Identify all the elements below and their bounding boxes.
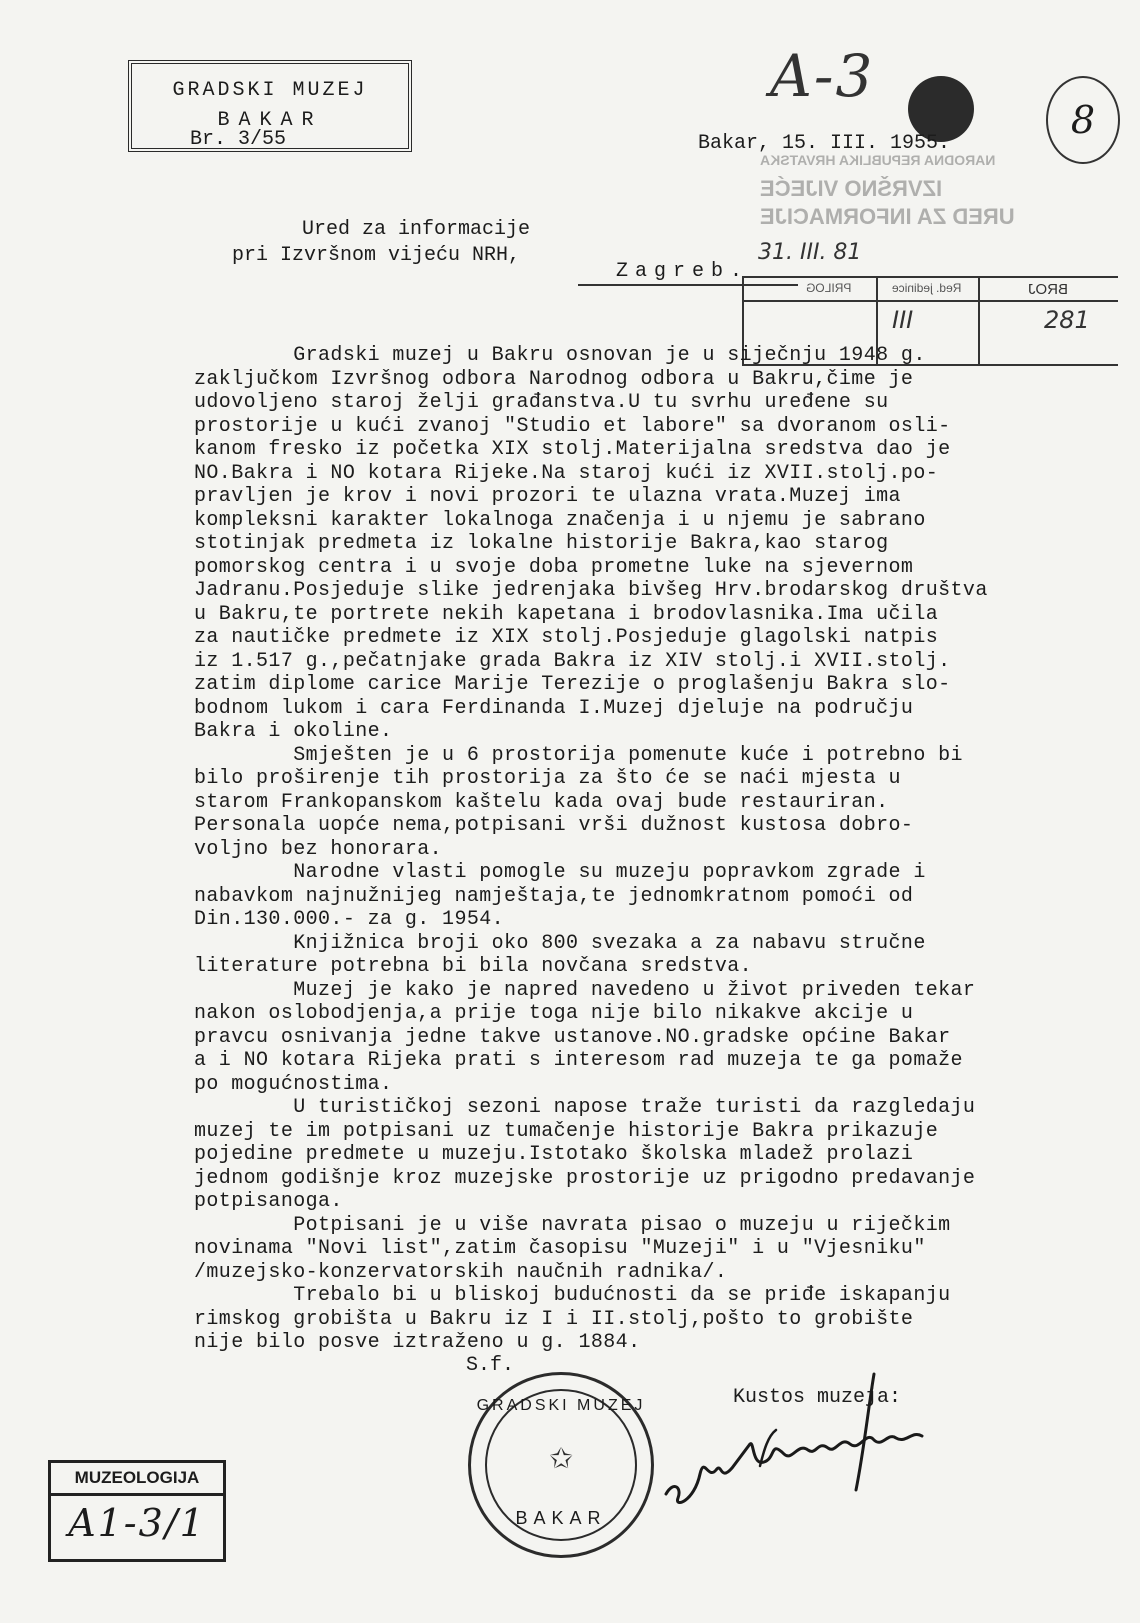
circled-page-number: 8 [1046, 76, 1120, 164]
body-line: a i NO kotara Rijeka prati s interesom rad muzeja te ga pomaže [194, 1049, 963, 1072]
addressee-line1: Ured za informacije [302, 218, 531, 241]
body-line: kompleksni karakter lokalnoga značenja i u njemu je sabrano [194, 508, 926, 532]
bleed-through-text-3: URED ZA INFORMACIJE [760, 204, 1015, 229]
seal-top-text: GRADSKI MUZEJ [476, 1397, 646, 1414]
body-line: pomorskog centra i u svoje doba prometne luke na sjevernom [194, 555, 914, 579]
body-line: kanom fresko iz početka XIX stolj.Materijalna sredstva dao je [194, 438, 951, 461]
registry-red-jedinice-value: III [892, 306, 914, 334]
body-line: Narodne vlasti pomogle su muzeju popravkom zgrade i [194, 861, 926, 884]
body-line: zaključkom Izvršnog odbora Narodnog odbora u Bakru,čime je [194, 367, 914, 391]
letter-date: Bakar, 15. III. 1955. [698, 132, 951, 155]
registry-col-red-jedinice: Red. jedinice [892, 281, 962, 295]
body-line: bilo proširenje tih prostorija za što će se naći mjesta u [194, 767, 901, 790]
body-line: nabavkom najnužnijeg namještaja,te jednomkratnom pomoći od [194, 884, 914, 908]
body-line: po mogućnostima. [194, 1072, 393, 1096]
body-line: Din.130.000.- za g. 1954. [194, 908, 505, 931]
body-line: Bakra i okoline. [194, 720, 393, 743]
body-line: prostorije u kući zvanoj "Studio et labore" sa dvoranom osli- [194, 414, 951, 438]
bleed-through-text-2: IZVRŠNO VIJEĆE [760, 176, 943, 201]
body-line: Personala uopće nema,potpisani vrši dužnost kustosa dobro- [194, 814, 914, 837]
body-line: u Bakru,te portrete nekih kapetana i brodovlasnika.Ima učila [194, 602, 939, 626]
body-line: Jadranu.Posjeduje slike jedrenjaka bivšeg Hrv.brodarskog društva [194, 579, 988, 602]
body-line: pojedine predmete u muzeju.Istotako školska mladež prolazi [194, 1143, 914, 1166]
header-stamp-line1: GRADSKI MUZEJ [172, 79, 368, 102]
body-line: za nautičke predmete iz XIX stolj.Posjeduje glagolski natpis [194, 626, 939, 649]
sf-abbreviation: S.f. [466, 1354, 515, 1377]
body-line: Smješten je u 6 prostorija pomenute kuće i potrebno bi [194, 743, 963, 767]
archive-label-code: A1-3/1 [68, 1501, 206, 1545]
body-line: udovoljeno staroj želji građanstva.U tu svrhu uređene su [194, 391, 889, 414]
addressee-block [232, 217, 530, 269]
body-line: nakon oslobodjenja,a prije toga nije bilo nikakve akcije u [194, 1002, 914, 1025]
handwritten-reference: A-3 [770, 42, 875, 110]
curator-signature [660, 1370, 960, 1510]
body-line: Muzej je kako je napred navedeno u život priveden tekar [194, 978, 976, 1002]
body-line: voljno bez honorara. [194, 837, 443, 861]
body-line: jednom godišnje kroz muzejske prostorije uz prigodno predavanje [194, 1166, 976, 1190]
registry-stamp-header [744, 278, 1118, 302]
received-date-handwritten: 31. III. 81 [758, 240, 862, 265]
archive-label-box [48, 1460, 226, 1562]
archive-label-title: MUZEOLOGIJA [51, 1463, 223, 1496]
body-line: literature potrebna bi bila novčana sredstva. [194, 955, 753, 978]
body-line: bodnom lukom i cara Ferdinanda I.Muzej djeluje na području [194, 696, 914, 720]
addressee-line2: pri Izvršnom vijeću NRH, [232, 244, 521, 267]
seal-bottom-text: BAKAR [515, 1508, 607, 1528]
body-line: NO.Bakra i NO kotara Rijeke.Na staroj kući iz XVII.stolj.po- [194, 461, 939, 485]
body-line: potpisanoga. [194, 1190, 343, 1213]
body-line: pravljen je krov i novi prozori te ulazna vrata.Muzej ima [194, 485, 901, 508]
body-line: pravcu osnivanja jedne takve ustanove.NO.gradske općine Bakar [194, 1025, 951, 1049]
letter-body [194, 344, 1094, 1355]
reference-number: Br. 3/55 [190, 128, 287, 151]
body-line: rimskog grobišta u Bakru iz I i II.stolj,pošto to grobište [194, 1307, 914, 1331]
body-line: novinama "Novi list",zatim časopisu "Muzeji" i u "Vjesniku" [194, 1237, 926, 1260]
star-icon: ✩ [548, 1436, 574, 1481]
registry-col-prilog: PRILOG [806, 281, 852, 295]
body-line: Potpisani je u više navrata pisao o muzeju u riječkim [194, 1213, 951, 1237]
header-stamp-line2: BAKAR [217, 109, 323, 132]
curator-label: Kustos muzeja: [733, 1386, 902, 1409]
body-line: muzej te im potpisani uz tumačenje historije Bakra prikazuje [194, 1119, 939, 1143]
body-line: iz 1.517 g.,pečatnjake grada Bakra iz XIV stolj.i XVII.stolj. [194, 649, 951, 673]
body-line: Knjižnica broji oko 800 svezaka a za nabavu stručne [194, 931, 926, 955]
body-line: stotinjak predmeta iz lokalne historije Bakra,kao starog [194, 532, 889, 555]
body-line: Trebalo bi u bliskoj budućnosti da se priđe iskapanju [194, 1284, 951, 1307]
body-line: zatim diplome carice Marije Terezije o proglašenju Bakra slo- [194, 673, 951, 696]
addressee-city: Zagreb. [616, 260, 750, 283]
registry-broj-value: 281 [1044, 306, 1090, 334]
registry-col-broj: BROJ [1028, 281, 1069, 298]
bleed-through-text-1: NARODNA REPUBLIKA HRVATSKA [760, 152, 996, 168]
body-line: Gradski muzej u Bakru osnovan je u siječnju 1948 g. [194, 344, 926, 367]
body-line: nije bilo posve iztraženo u g. 1884. [194, 1331, 641, 1354]
body-line: /muzejsko-konzervatorskih naučnih radnika/. [194, 1260, 728, 1284]
museum-round-seal [468, 1372, 654, 1558]
body-line: U turističkoj sezoni napose traže turisti da razgledaju [194, 1096, 976, 1119]
body-line: starom Frankopanskom kaštelu kada ovaj bude restauriran. [194, 790, 889, 814]
